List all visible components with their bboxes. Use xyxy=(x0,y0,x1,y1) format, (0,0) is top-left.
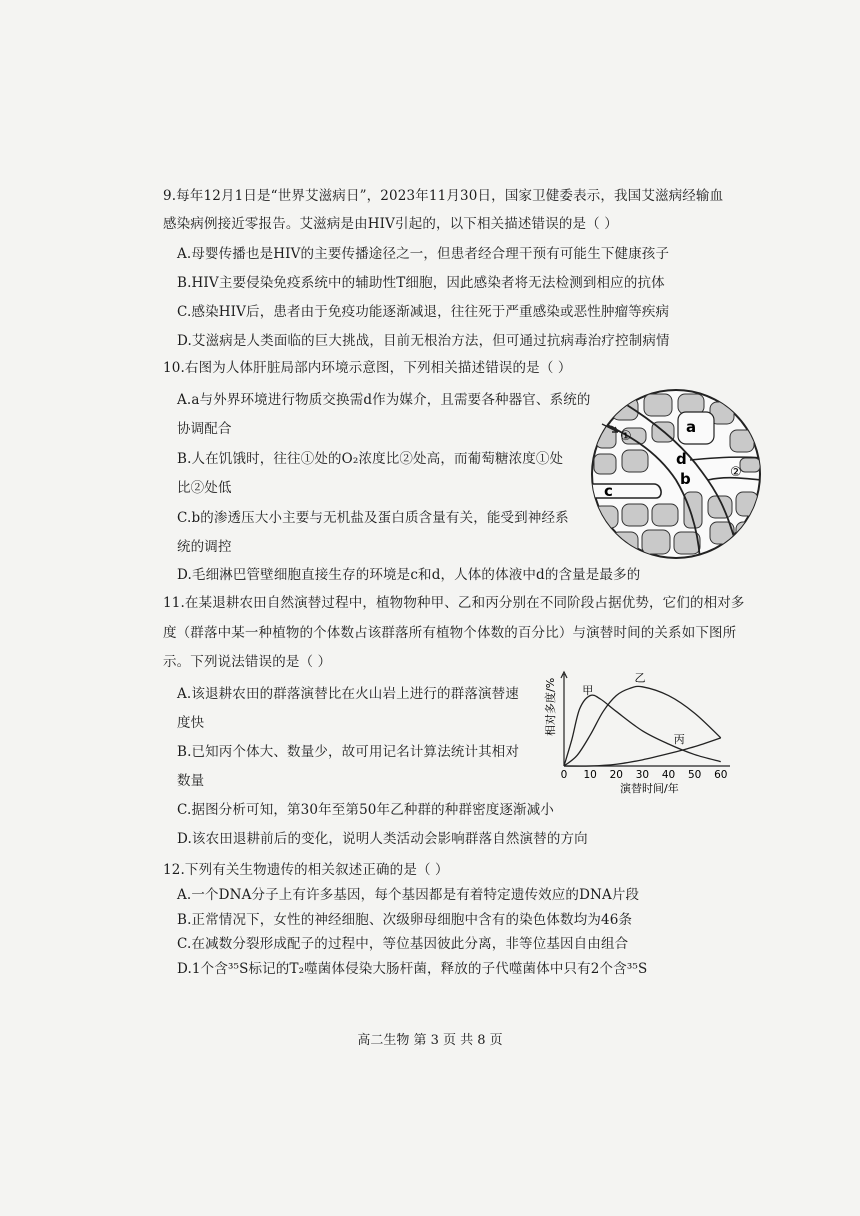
cell-shape xyxy=(594,506,618,528)
cell-shape xyxy=(642,530,670,554)
series-label-丙: 丙 xyxy=(673,733,685,747)
q11-option-a-line1: A.该退耕农田的群落演替比在火山岩上进行的群落演替速 xyxy=(177,686,519,702)
label-circle2: ② xyxy=(730,465,742,480)
series-label-乙: 乙 xyxy=(634,671,646,685)
q11-stem-line2: 度（群落中某一种植物的个体数占该群落所有植物个体数的百分比）与演替时间的关系如下图所 xyxy=(163,625,737,641)
q10-option-b-line2: 比②处低 xyxy=(177,480,232,496)
x-tick-label: 10 xyxy=(583,769,597,781)
q9-stem-line2: 感染病例接近零报告。艾滋病是由HIV引起的，以下相关描述错误的是（ ） xyxy=(163,216,618,232)
q10-option-a-line1: A.a与外界环境进行物质交换需d作为媒介，且需要各种器官、系统的 xyxy=(177,392,591,408)
label-b: b xyxy=(680,470,691,488)
cell-shape xyxy=(736,522,756,544)
liver-tissue-diagram xyxy=(590,388,762,560)
series-line-甲 xyxy=(564,695,721,766)
label-a: a xyxy=(686,418,697,436)
x-tick-label: 0 xyxy=(560,769,568,781)
label-c: c xyxy=(604,482,613,500)
cell-shape xyxy=(622,504,648,526)
q11-option-a-line2: 度快 xyxy=(177,715,205,731)
q10-option-c-line2: 统的调控 xyxy=(177,539,232,555)
succession-chart xyxy=(540,666,740,798)
q10-option-a-line2: 协调配合 xyxy=(177,421,232,437)
cell-shape xyxy=(644,394,672,416)
q11-option-b-line1: B.已知丙个体大、数量少，故可用记名计算法统计其相对 xyxy=(177,744,520,760)
q11-option-b-line2: 数量 xyxy=(177,773,205,789)
q11-stem-line3: 示。下列说法错误的是（ ） xyxy=(163,654,332,670)
q10-option-d: D.毛细淋巴管壁细胞直接生存的环境是c和d，人体的体液中d的含量是最多的 xyxy=(177,567,641,583)
lymph-vessel-c xyxy=(590,484,661,498)
cell-shape xyxy=(612,532,638,554)
x-tick-label: 60 xyxy=(714,769,728,781)
q9-option-d: D.艾滋病是人类面临的巨大挑战，目前无根治方法，但可通过抗病毒治疗控制病情 xyxy=(177,333,670,349)
q10-option-b-line1: B.人在饥饿时，往往①处的O₂浓度比②处高，而葡萄糖浓度①处 xyxy=(177,451,564,467)
q12-stem: 12.下列有关生物遗传的相关叙述正确的是（ ） xyxy=(163,862,449,878)
x-tick-label: 50 xyxy=(687,769,702,781)
q9-option-b: B.HIV主要侵染免疫系统中的辅助性T细胞，因此感染者将无法检测到相应的抗体 xyxy=(177,275,665,291)
x-axis-label: 演替时间/年 xyxy=(620,782,679,795)
cell-shape xyxy=(740,458,760,472)
x-tick-label: 30 xyxy=(635,769,650,781)
page-footer: 高二生物 第 3 页 共 8 页 xyxy=(357,1033,503,1048)
cell-shape xyxy=(678,394,704,414)
cell-shape xyxy=(684,492,702,528)
q9-option-c: C.感染HIV后，患者由于免疫功能逐渐减退，往往死于严重感染或恶性肿瘤等疾病 xyxy=(177,304,670,320)
series-line-丙 xyxy=(564,738,721,766)
cell-shape xyxy=(594,454,616,474)
q12-option-a: A.一个DNA分子上有许多基因，每个基因都是有着特定遗传效应的DNA片段 xyxy=(177,887,640,903)
y-axis-label: 相对多度/% xyxy=(544,677,557,736)
cell-shape xyxy=(622,450,648,472)
q9-stem-line1: 9.每年12月1日是“世界艾滋病日”，2023年11月30日，国家卫健委表示，我国艾滋病经输血 xyxy=(163,188,724,204)
q9-option-a: A.母婴传播也是HIV的主要传播途径之一，但患者经合理干预有可能生下健康孩子 xyxy=(177,246,670,262)
q12-option-b: B.正常情况下，女性的神经细胞、次级卵母细胞中含有的染色体数均为46条 xyxy=(177,912,633,928)
series-line-乙 xyxy=(564,683,721,766)
x-tick-label: 20 xyxy=(609,769,623,781)
q11-option-c: C.据图分析可知，第30年至第50年乙种群的种群密度逐渐减小 xyxy=(177,802,554,818)
q12-option-c: C.在减数分裂形成配子的过程中，等位基因彼此分离，非等位基因自由组合 xyxy=(177,936,629,952)
label-d: d xyxy=(676,450,687,468)
q10-stem: 10.右图为人体肝脏局部内环境示意图，下列相关描述错误的是（ ） xyxy=(163,360,572,376)
label-circle1: ① xyxy=(620,429,632,444)
q11-stem-line1: 11.在某退耕农田自然演替过程中，植物物种甲、乙和丙分别在不同阶段占据优势，它们的相对多 xyxy=(163,595,745,611)
cell-shape xyxy=(652,504,678,526)
q11-option-d: D.该农田退耕前后的变化，说明人类活动会影响群落自然演替的方向 xyxy=(177,831,588,847)
series-label-甲: 甲 xyxy=(582,683,594,697)
q10-option-c-line1: C.b的渗透压大小主要与无机盐及蛋白质含量有关，能受到神经系 xyxy=(177,510,569,526)
x-tick-label: 40 xyxy=(661,769,676,781)
q12-option-d: D.1个含³⁵S标记的T₂噬菌体侵染大肠杆菌，释放的子代噬菌体中只有2个含³⁵S xyxy=(177,961,648,977)
